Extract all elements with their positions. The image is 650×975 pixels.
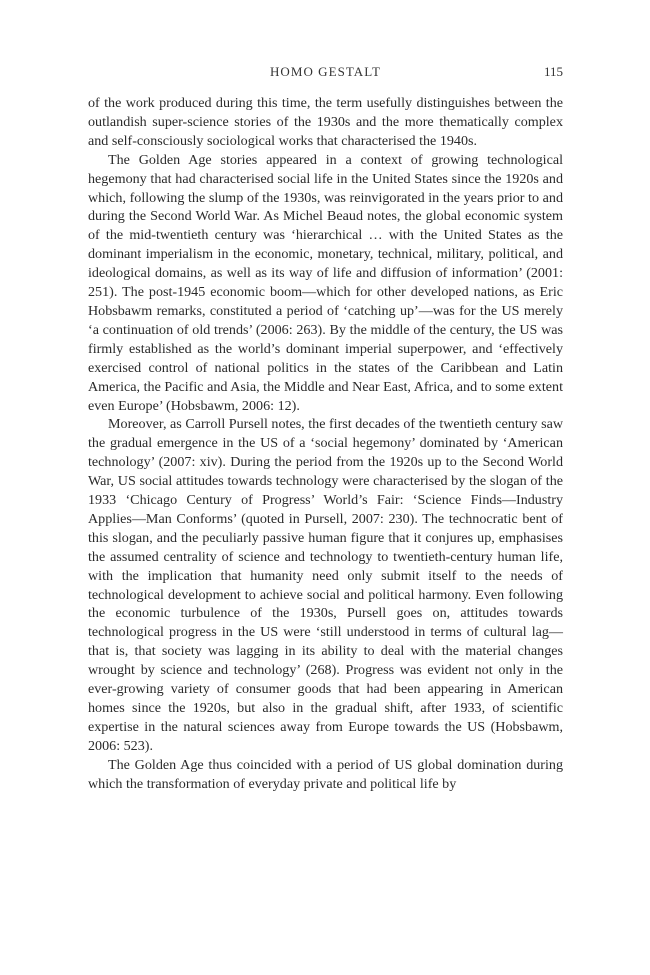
body-text (88, 94, 563, 794)
book-page (88, 62, 563, 794)
paragraph-continuation: of the work produced during this time, the term usefully distinguishes between the outlandish super-science stories of the 1930s and the more thematically complex and self-consciously sociological works that characterised the 1940s. (88, 95, 563, 149)
running-title: HOMO GESTALT (270, 64, 381, 79)
paragraph-pursell-technology: Moreover, as Carroll Pursell notes, the first decades of the twentieth century saw the gradual emergence in the US of a ‘social hegemony’ dominated by ‘American technology’ (2007: xiv). During the period from the 1920s up to the Second World War, US social attitudes towards technology were characterised by the slogan of the 1933 ‘Chicago Century of Progress’ World’s Fair: ‘Science Finds—Industry Applies—Man Conforms’ (quoted in Pursell, 2007: 230). The technocratic bent of this slogan, and the peculiarly passive human figure that it conjures up, emphasises the assumed centrality of science and technology to twentieth-century human life, with the implication that humanity need only submit itself to the needs of technological development to achieve social and political harmony. Even following the economic turbulence of the 1930s, Pursell goes on, attitudes towards technological progress in the US were ‘still understood in terms of cultural lag—that is, that society was lagging in its ability to deal with the material changes wrought by science and technology’ (268). Progress was evident not only in the ever-growing variety of consumer goods that had been appearing in American homes since the 1920s, but also in the gradual shift, after 1933, of scientific expertise in the natural sciences away from Europe towards the US (Hobsbawm, 2006: 523). (88, 416, 563, 754)
paragraph-golden-age-context: The Golden Age stories appeared in a context of growing technological hegemony that had characterised social life in the United States since the 1920s and which, following the slump of the 1930s, was reinvigorated in the years prior to and during the Second World War. As Michel Beaud notes, the global economic system of the mid-twentieth century was ‘hierarchical … with the United States as the dominant imperialism in the economic, monetary, technical, military, political, and ideological domains, as well as its way of life and diffusion of information’ (2001: 251). The post-1945 economic boom—which for other developed nations, as Eric Hobsbawm remarks, constituted a period of ‘catching up’—was for the US merely ‘a continuation of old trends’ (2006: 263). By the middle of the century, the US was firmly established as the world’s dominant imperial superpower, and ‘effectively exercised control of national politics in the states of the Caribbean and Latin America, the Pacific and Asia, the Middle and Near East, Africa, and to some extent even Europe’ (Hobsbawm, 2006: 12). (88, 151, 563, 414)
page-number: 115 (543, 64, 563, 79)
paragraph-golden-age-domination: The Golden Age thus coincided with a period of US global domination during which the transformation of everyday private and political life by (88, 756, 563, 792)
running-header (88, 62, 563, 88)
